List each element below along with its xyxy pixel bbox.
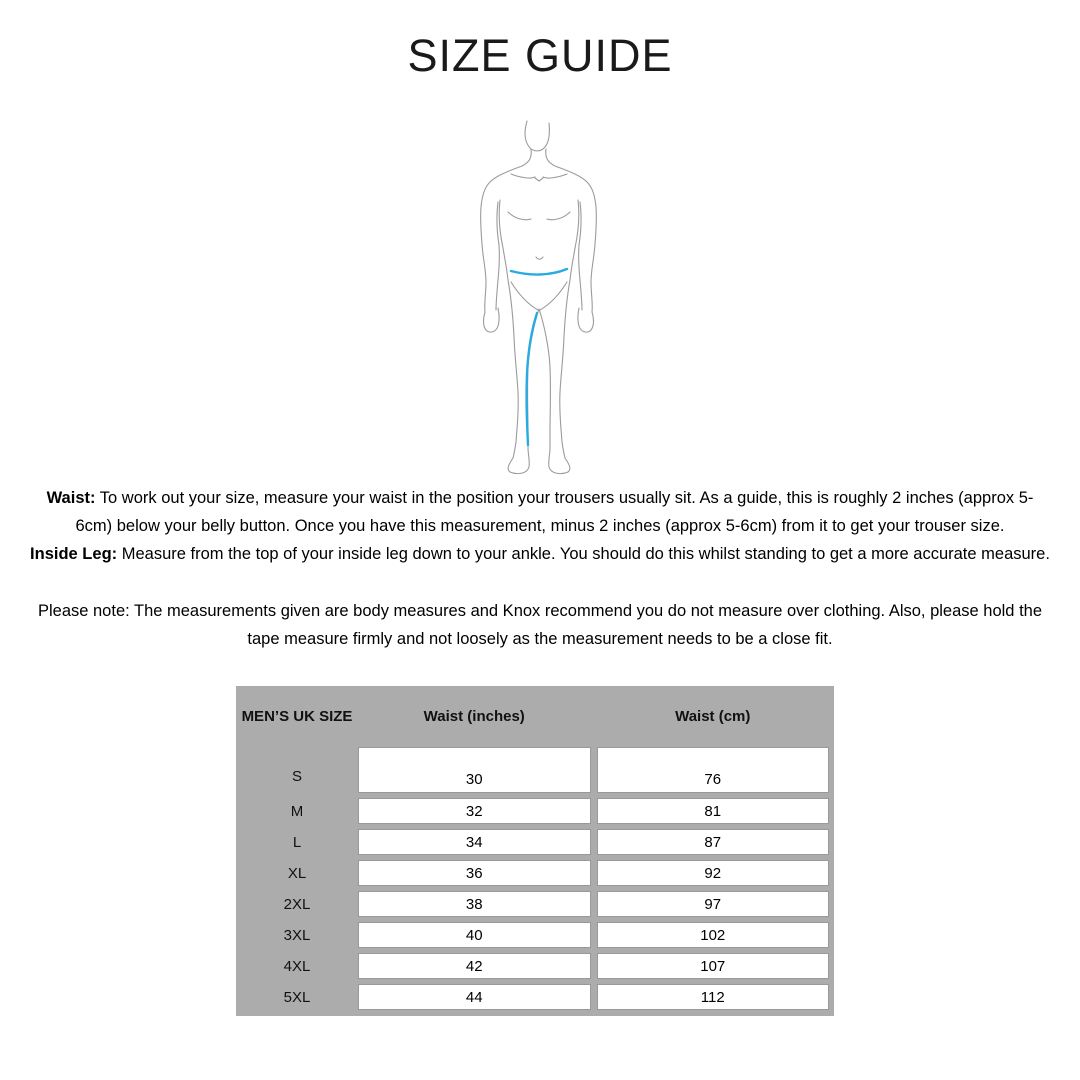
waist-inches-cell: 34 (358, 829, 591, 855)
header-waist-cm: Waist (cm) (675, 708, 751, 725)
inside-leg-label: Inside Leg: (30, 545, 118, 563)
waist-instruction (30, 484, 1050, 540)
table-row (236, 798, 834, 824)
table-row (236, 860, 834, 886)
waist-inches-cell: 42 (358, 953, 591, 979)
waist-inches-cell: 32 (358, 798, 591, 824)
male-body-diagram (455, 112, 645, 484)
waist-inches-cell: 40 (358, 922, 591, 948)
inside-leg-instruction (30, 540, 1050, 568)
size-cell: XL (287, 864, 307, 882)
waist-label: Waist: (46, 489, 96, 507)
size-cell: S (291, 768, 302, 785)
waist-cm-cell: 102 (597, 922, 830, 948)
size-cell: 4XL (283, 957, 311, 975)
table-row (236, 891, 834, 917)
table-row (236, 922, 834, 948)
note-text: Please note: The measurements given are body measures and Knox recommend you do not measure over clothing. Also, please hold the tape measure firmly and not loosely as the measurement needs to be a close fit. (37, 602, 1043, 648)
waist-text: To work out your size, measure your waist in the position your trousers usually sit. As a guide, this is roughly 2 inches (approx 5-6cm) below your belly button. Once you have this measurement, minus 2 inches (approx 5-6cm) from it to get your trouser size. (75, 489, 1034, 535)
waist-inches-cell: 36 (358, 860, 591, 886)
waist-cm-cell: 76 (597, 747, 830, 793)
inside-leg-text: Measure from the top of your inside leg down to your ankle. You should do this whilst standing to get a more accurate measure. (121, 545, 1050, 563)
size-cell: 5XL (283, 988, 311, 1006)
size-cell: L (292, 833, 302, 851)
table-row (236, 829, 834, 855)
size-table-header-row (236, 686, 834, 747)
waist-inches-cell: 30 (358, 747, 591, 793)
waist-inches-cell: 44 (358, 984, 591, 1010)
size-cell: 2XL (283, 895, 311, 913)
waist-cm-cell: 81 (597, 798, 830, 824)
waist-measure-line (511, 269, 567, 275)
waist-cm-cell: 92 (597, 860, 830, 886)
waist-cm-cell: 97 (597, 891, 830, 917)
page-title: SIZE GUIDE (407, 30, 673, 81)
size-cell: 3XL (283, 926, 311, 944)
measurement-note (30, 597, 1050, 653)
table-row (236, 953, 834, 979)
waist-inches-cell: 38 (358, 891, 591, 917)
size-table (236, 686, 834, 1016)
waist-cm-cell: 87 (597, 829, 830, 855)
waist-cm-cell: 112 (597, 984, 830, 1010)
table-row (236, 747, 834, 793)
male-body-outline-svg (455, 112, 645, 484)
header-waist-inches: Waist (inches) (423, 708, 525, 725)
measurement-instructions (30, 484, 1050, 568)
size-cell: M (290, 802, 304, 820)
waist-cm-cell: 107 (597, 953, 830, 979)
header-mens-uk-size: MEN’S UK SIZE (241, 708, 353, 725)
table-row (236, 984, 834, 1010)
